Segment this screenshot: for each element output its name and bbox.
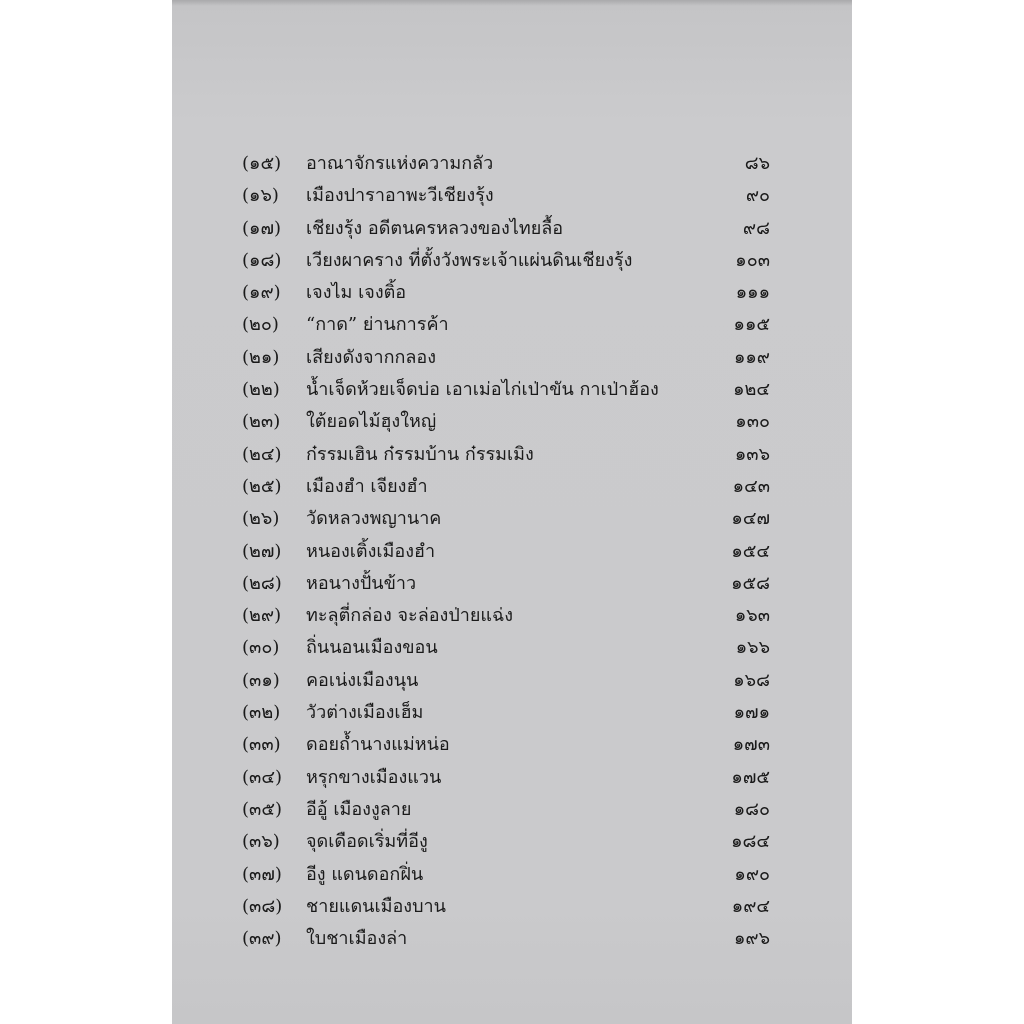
page-number: ๑๕๔ [731, 540, 770, 562]
page-number: ๑๒๔ [733, 379, 770, 401]
toc-entry [242, 729, 770, 761]
page-number: ๑๙๖ [733, 928, 770, 950]
chapter-number: (๓๖) [242, 831, 280, 853]
chapter-title: น้ำเจ็ดห้วยเจ็ดบ่อ เอาเม่อไก่เป่าขัน กาเป่าฮ้อง [306, 379, 659, 401]
chapter-title: อีงู แดนดอกฝิ่น [306, 863, 424, 885]
toc-entry [242, 439, 770, 471]
chapter-number: (๒๖) [242, 508, 280, 530]
chapter-number: (๓๒) [242, 702, 281, 724]
chapter-title: เสียงดังจากกลอง [306, 346, 437, 368]
page-number: ๑๙๐ [734, 863, 770, 885]
chapter-title: หรุกขางเมืองแวน [306, 766, 442, 788]
chapter-number: (๓๙) [242, 928, 282, 950]
page-number: ๙๘ [742, 217, 770, 239]
page-number: ๑๙๔ [731, 895, 770, 917]
toc-entry [242, 342, 770, 374]
chapter-title: วัวต่างเมืองเฮ็ม [306, 702, 424, 724]
table-of-contents [242, 148, 770, 955]
page-number: ๑๔๓ [732, 475, 770, 497]
toc-entry [242, 471, 770, 503]
page-top-edge [172, 0, 852, 6]
chapter-number: (๒๔) [242, 443, 282, 465]
toc-entry [242, 180, 770, 212]
toc-entry [242, 826, 770, 858]
chapter-title: คอเน่งเมืองนุน [306, 669, 419, 691]
chapter-title: หอนางปั้นข้าว [306, 572, 417, 594]
toc-entry [242, 148, 770, 180]
chapter-title: เมืองปาราอาพะวีเชียงรุ้ง [306, 185, 494, 207]
book-page [172, 0, 852, 1024]
chapter-number: (๑๖) [242, 185, 279, 207]
chapter-title: ถิ่นนอนเมืองขอน [306, 637, 438, 659]
page-number: ๑๑๙ [733, 346, 770, 368]
page-number: ๑๓๖ [734, 443, 770, 465]
page-number: ๑๖๘ [733, 669, 770, 691]
page-number: ๘๖ [744, 153, 770, 174]
toc-entry [242, 859, 770, 891]
page-number: ๑๖๖ [735, 637, 770, 659]
chapter-title: ดอยถ้ำนางแม่หน่อ [306, 734, 450, 756]
toc-entry [242, 245, 770, 277]
page-number: ๑๗๕ [731, 766, 770, 788]
toc-entry [242, 406, 770, 438]
toc-entry [242, 213, 770, 245]
chapter-number: (๓๗) [242, 863, 282, 885]
page-number: ๑๘๐ [733, 798, 770, 820]
chapter-number: (๒๙) [242, 605, 282, 627]
chapter-title: ก๋รรมเฮิน ก๋รรมบ้าน ก๋รรมเมิง [306, 443, 534, 465]
chapter-number: (๓๘) [242, 895, 283, 917]
chapter-title: วัดหลวงพญานาค [306, 508, 442, 530]
chapter-number: (๒๒) [242, 379, 280, 401]
toc-entry [242, 665, 770, 697]
chapter-number: (๓๐) [242, 637, 280, 659]
toc-entry [242, 794, 770, 826]
page-number: ๑๘๔ [731, 831, 770, 853]
toc-entry [242, 697, 770, 729]
chapter-title: อาณาจักรแห่งความกลัว [306, 153, 494, 174]
chapter-number: (๒๓) [242, 411, 281, 433]
toc-entry [242, 891, 770, 923]
toc-entry [242, 600, 770, 632]
chapter-number: (๑๙) [242, 282, 281, 304]
chapter-title: ชายแดนเมืองบาน [306, 895, 446, 917]
page-number: ๑๑๑ [735, 282, 770, 304]
chapter-title: เมืองฮำ เจียงฮำ [306, 475, 428, 497]
chapter-number: (๓๔) [242, 766, 282, 788]
chapter-title: เจงไม เจงติ้อ [306, 282, 407, 304]
chapter-title: ใต้ยอดไม้ฮุงใหญ่ [306, 411, 437, 433]
page-number: ๑๕๘ [731, 572, 770, 594]
chapter-title: “กาด” ย่านการค้า [306, 314, 449, 336]
toc-entry [242, 309, 770, 341]
chapter-title: เชียงรุ้ง อดีตนครหลวงของไทยลื้อ [306, 217, 564, 239]
chapter-number: (๓๑) [242, 669, 280, 691]
toc-entry [242, 374, 770, 406]
chapter-number: (๒๑) [242, 346, 280, 368]
page-number: ๑๑๕ [733, 314, 770, 336]
toc-entry [242, 277, 770, 309]
page-number: ๑๖๓ [734, 605, 770, 627]
page-number: ๑๔๗ [731, 508, 770, 530]
chapter-title: เวียงผาคราง ที่ตั้งวังพระเจ้าแผ่นดินเชียงรุ้ง [306, 249, 633, 271]
chapter-number: (๓๓) [242, 734, 281, 756]
toc-entry [242, 568, 770, 600]
chapter-title: ทะลุตี่กล่อง จะล่องป่ายแฉ่ง [306, 605, 514, 627]
chapter-number: (๑๘) [242, 249, 282, 271]
chapter-number: (๒๐) [242, 314, 279, 336]
page-number: ๑๗๓ [732, 734, 770, 756]
chapter-title: จุดเดือดเริ่มที่อีงู [306, 831, 428, 853]
chapter-number: (๓๕) [242, 798, 282, 820]
chapter-number: (๒๘) [242, 572, 282, 594]
page-number: ๑๗๑ [733, 702, 770, 724]
page-number: ๑๐๓ [735, 249, 770, 271]
toc-entry [242, 762, 770, 794]
chapter-number: (๒๗) [242, 540, 282, 562]
page-number: ๙๐ [745, 185, 770, 207]
page-number: ๑๓๐ [735, 411, 770, 433]
toc-entry [242, 536, 770, 568]
chapter-number: (๑๕) [242, 153, 282, 174]
toc-entry [242, 503, 770, 535]
toc-entry [242, 923, 770, 955]
chapter-title: ใบชาเมืองล่า [306, 928, 408, 950]
chapter-title: อีอู้ เมืองงูลาย [306, 798, 412, 820]
chapter-number: (๑๗) [242, 217, 282, 239]
toc-entry [242, 632, 770, 664]
chapter-number: (๒๕) [242, 475, 282, 497]
chapter-title: หนองเติ้งเมืองฮำ [306, 540, 436, 562]
